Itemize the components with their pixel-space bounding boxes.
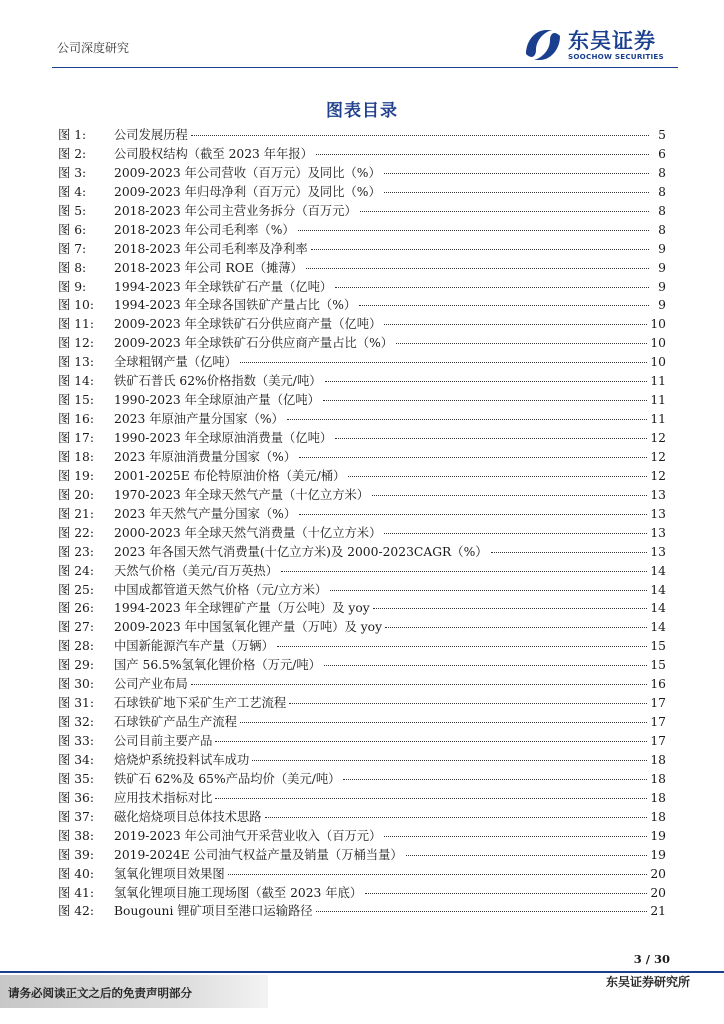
toc-leader-dots — [299, 514, 647, 515]
toc-entry-number: 图 11: — [58, 317, 94, 332]
toc-entry-number: 图 20: — [58, 487, 94, 502]
toc-entry[interactable] — [58, 807, 666, 826]
toc-entry-title: 2018-2023 年公司毛利率（%） — [114, 222, 295, 237]
toc-entry-page: 13 — [650, 487, 666, 502]
toc-leader-dots — [385, 627, 647, 628]
toc-entry[interactable] — [58, 636, 666, 655]
toc-entry-number: 图 26: — [58, 601, 94, 616]
toc-entry[interactable] — [58, 788, 666, 807]
toc-entry-title: 铁矿石 62%及 65%产品均价（美元/吨） — [114, 771, 341, 786]
toc-entry-title: 2018-2023 年公司主营业务拆分（百万元） — [114, 203, 357, 218]
toc-entry-number: 图 2: — [58, 146, 87, 161]
toc-entry-number: 图 22: — [58, 525, 94, 540]
toc-leader-dots — [373, 608, 648, 609]
toc-entry-page: 10 — [650, 317, 666, 332]
toc-entry-number: 图 29: — [58, 658, 94, 673]
toc-entry[interactable] — [58, 409, 666, 428]
toc-entry[interactable] — [58, 542, 666, 561]
toc-leader-dots — [298, 230, 649, 231]
toc-leader-dots — [240, 722, 647, 723]
footer-disclaimer: 请务必阅读正文之后的免责声明部分 — [8, 986, 192, 1000]
toc-entry[interactable] — [58, 352, 666, 371]
toc-entry[interactable] — [58, 693, 666, 712]
toc-entry-number: 图 18: — [58, 449, 94, 464]
toc-leader-dots — [287, 419, 647, 420]
toc-leader-dots — [311, 249, 649, 250]
toc-entry-title: 氢氧化锂项目效果图 — [114, 866, 225, 881]
toc-entry[interactable] — [58, 561, 666, 580]
toc-entry-title: 磁化焙烧项目总体技术思路 — [114, 809, 262, 824]
toc-entry-title: 氢氧化锂项目施工现场图（截至 2023 年底） — [114, 885, 363, 900]
toc-leader-dots — [343, 779, 647, 780]
toc-entry-title: 2018-2023 年公司 ROE（摊薄） — [114, 260, 303, 275]
toc-entry[interactable] — [58, 485, 666, 504]
toc-leader-dots — [325, 381, 648, 382]
toc-entry-number: 图 30: — [58, 677, 94, 692]
toc-entry-number: 图 33: — [58, 734, 94, 748]
toc-entry-page: 11 — [650, 374, 666, 389]
toc-entry-number: 图 32: — [58, 715, 94, 730]
toc-entry[interactable] — [58, 504, 666, 523]
toc-leader-dots — [323, 400, 647, 401]
toc-entry-title: 天然气价格（美元/百万英热） — [114, 563, 279, 578]
toc-entry-number: 图 13: — [58, 355, 94, 370]
toc-entry[interactable] — [58, 277, 666, 296]
toc-entry-title: 公司股权结构（截至 2023 年年报） — [114, 146, 313, 161]
toc-entry[interactable] — [58, 674, 666, 693]
toc-entry-number: 图 12: — [58, 336, 94, 351]
toc-entry-page: 10 — [650, 336, 666, 351]
toc-leader-dots — [324, 665, 647, 666]
toc-entry-number: 图 25: — [58, 582, 94, 597]
toc-entry-title: 公司发展历程 — [114, 128, 188, 142]
toc-leader-dots — [491, 552, 648, 553]
toc-entry-title: 2023 年天然气产量分国家（%） — [114, 506, 297, 521]
toc-leader-dots — [396, 343, 647, 344]
toc-entry-title: 1970-2023 年全球天然气产量（十亿立方米） — [114, 487, 370, 502]
toc-entry-page: 9 — [658, 241, 666, 256]
toc-entry-title: 国产 56.5%氢氧化锂价格（万元/吨） — [114, 658, 321, 673]
toc-entry[interactable] — [58, 447, 666, 466]
toc-entry-page: 13 — [650, 506, 666, 521]
toc-entry[interactable] — [58, 144, 666, 163]
toc-entry-title: 全球粗钢产量（亿吨） — [114, 355, 237, 370]
toc-entry-number: 图 15: — [58, 393, 94, 408]
toc-entry-title: 1994-2023 年全球各国铁矿产量占比（%） — [114, 298, 357, 313]
toc-entry-title: 2009-2023 年归母净利（百万元）及同比（%） — [114, 184, 381, 199]
toc-entry-number: 图 41: — [58, 885, 94, 900]
toc-entry-title: 2009-2023 年全球铁矿石分供应商产量（亿吨） — [114, 317, 382, 332]
toc-entry-title: 2019-2024E 公司油气权益产量及销量（万桶当量） — [114, 847, 403, 862]
toc-entry-page: 14 — [650, 620, 666, 635]
toc-leader-dots — [348, 476, 647, 477]
toc-leader-dots — [240, 362, 647, 363]
toc-entry-title: 2009-2023 年全球铁矿石分供应商产量占比（%） — [114, 336, 394, 351]
toc-entry-number: 图 28: — [58, 639, 94, 654]
toc-leader-dots — [384, 836, 647, 837]
toc-leader-dots — [316, 911, 648, 912]
toc-entry-page: 14 — [650, 563, 666, 578]
toc-entry[interactable] — [58, 371, 666, 390]
toc-entry-number: 图 19: — [58, 468, 94, 483]
toc-entry-number: 图 31: — [58, 696, 94, 711]
toc-entry[interactable] — [58, 182, 666, 201]
toc-entry-title: 1990-2023 年全球原油消费量（亿吨） — [114, 431, 333, 445]
toc-entry-number: 图 36: — [58, 790, 94, 805]
toc-entry-title: 中国新能源汽车产量（万辆） — [114, 639, 274, 654]
page-number: 3 / 30 — [633, 952, 670, 966]
toc-leader-dots — [265, 817, 648, 818]
toc-leader-dots — [191, 135, 649, 136]
toc-entry[interactable] — [58, 617, 666, 636]
toc-entry-number: 图 8: — [58, 260, 87, 275]
toc-leader-dots — [215, 798, 647, 799]
toc-entry[interactable] — [58, 201, 666, 220]
toc-entry-title: 应用技术指标对比 — [114, 790, 213, 805]
toc-entry-page: 21 — [650, 904, 666, 919]
toc-entry-title: 2009-2023 年中国氢氧化锂产量（万吨）及 yoy — [114, 620, 383, 635]
toc-entry-number: 图 34: — [58, 752, 94, 767]
toc-entry-page: 19 — [650, 847, 666, 862]
toc-entry[interactable] — [58, 580, 666, 599]
toc-entry-title: 2009-2023 年公司营收（百万元）及同比（%） — [114, 165, 381, 180]
toc-leader-dots — [252, 760, 647, 761]
toc-entry-page: 18 — [650, 752, 666, 767]
toc-entry-title: 1990-2023 年全球原油产量（亿吨） — [114, 393, 320, 408]
toc-entry-page: 12 — [650, 449, 666, 464]
toc-entry-number: 图 7: — [58, 241, 87, 256]
toc-leader-dots — [384, 533, 647, 534]
toc-entry-title: 2023 年各国天然气消费量(十亿立方米)及 2000-2023CAGR（%） — [114, 544, 488, 559]
toc-entry-number: 图 5: — [58, 203, 87, 218]
toc-entry-number: 图 24: — [58, 563, 94, 578]
toc-entry[interactable] — [58, 523, 666, 542]
toc-entry-title: 焙烧炉系统投料试车成功 — [114, 752, 250, 767]
toc-entry[interactable] — [58, 769, 666, 788]
toc-entry-number: 图 42: — [58, 904, 94, 919]
toc-entry[interactable] — [58, 845, 666, 864]
toc-leader-dots — [360, 211, 649, 212]
toc-entry-title: 石球铁矿地下采矿生产工艺流程 — [114, 696, 287, 711]
toc-entry-number: 图 27: — [58, 620, 94, 635]
toc-entry-page: 19 — [650, 828, 666, 843]
toc-entry[interactable] — [58, 655, 666, 674]
toc-leader-dots — [335, 287, 649, 288]
toc-entry-title: 2023 年原油产量分国家（%） — [114, 412, 284, 427]
toc-entry-title: 2018-2023 年公司毛利率及净利率 — [114, 241, 308, 256]
toc-entry-title: 2001-2025E 布伦特原油价格（美元/桶） — [114, 468, 346, 483]
toc-leader-dots — [335, 438, 647, 439]
toc-entry[interactable] — [58, 239, 666, 258]
toc-entry-number: 图 21: — [58, 506, 94, 521]
toc-entry-page: 17 — [650, 734, 666, 748]
toc-entry[interactable] — [58, 125, 666, 144]
toc-entry-page: 16 — [650, 677, 666, 692]
toc-entry[interactable] — [58, 712, 666, 731]
section-label: 公司深度研究 — [57, 41, 130, 55]
toc-entry-page: 9 — [658, 298, 666, 313]
toc-leader-dots — [228, 874, 648, 875]
company-logo — [522, 24, 682, 66]
toc-entry-number: 图 38: — [58, 828, 94, 843]
toc-entry[interactable] — [58, 258, 666, 277]
toc-entry-title: 2019-2023 年公司油气开采营业收入（百万元） — [114, 828, 382, 843]
toc-entry-title: 2000-2023 年全球天然气消费量（十亿立方米） — [114, 525, 382, 540]
toc-entry[interactable] — [58, 731, 666, 750]
toc-list — [58, 125, 666, 920]
toc-entry-page: 12 — [650, 468, 666, 483]
toc-entry-number: 图 23: — [58, 544, 94, 559]
toc-entry-page: 15 — [650, 639, 666, 654]
toc-entry-page: 10 — [650, 355, 666, 370]
toc-entry[interactable] — [58, 163, 666, 182]
toc-leader-dots — [306, 268, 649, 269]
logo-text-en: SOOCHOW SECURITIES — [568, 52, 664, 61]
header-divider — [52, 67, 678, 68]
toc-entry-page: 15 — [650, 658, 666, 673]
toc-entry-page: 18 — [650, 790, 666, 805]
toc-leader-dots — [372, 495, 647, 496]
toc-leader-dots — [365, 893, 647, 894]
toc-entry-title: 铁矿石普氏 62%价格指数（美元/吨） — [114, 374, 322, 389]
toc-entry-page: 8 — [658, 222, 666, 237]
toc-entry-number: 图 3: — [58, 165, 87, 180]
toc-entry-page: 20 — [650, 866, 666, 881]
toc-entry-page: 18 — [650, 771, 666, 786]
toc-entry-title: 公司目前主要产品 — [114, 734, 213, 748]
toc-entry[interactable] — [58, 390, 666, 409]
toc-entry-page: 14 — [650, 582, 666, 597]
toc-entry-page: 17 — [650, 715, 666, 730]
toc-entry-number: 图 39: — [58, 847, 94, 862]
toc-entry-page: 11 — [650, 412, 666, 427]
toc-entry[interactable] — [58, 883, 666, 902]
toc-entry-number: 图 9: — [58, 279, 87, 294]
toc-entry-title: 中国成都管道天然气价格（元/立方米） — [114, 582, 328, 597]
toc-entry-page: 18 — [650, 809, 666, 824]
toc-entry-page: 12 — [650, 431, 666, 445]
toc-entry-page: 13 — [650, 544, 666, 559]
toc-entry-page: 11 — [650, 393, 666, 408]
toc-entry-page: 9 — [658, 279, 666, 294]
toc-entry-number: 图 17: — [58, 431, 94, 445]
toc-entry-page: 6 — [658, 146, 666, 161]
toc-entry[interactable] — [58, 428, 666, 447]
toc-entry[interactable] — [58, 220, 666, 239]
toc-leader-dots — [330, 590, 647, 591]
toc-leader-dots — [359, 305, 649, 306]
toc-entry-number: 图 10: — [58, 298, 94, 313]
toc-entry[interactable] — [58, 826, 666, 845]
toc-title: 图表目录 — [326, 101, 398, 121]
logo-text-cn: 东吴证券 — [568, 29, 656, 53]
toc-leader-dots — [277, 646, 647, 647]
toc-leader-dots — [289, 703, 647, 704]
toc-leader-dots — [215, 741, 647, 742]
toc-entry-number: 图 14: — [58, 374, 94, 389]
toc-entry-page: 8 — [658, 165, 666, 180]
toc-entry-number: 图 40: — [58, 866, 94, 881]
toc-entry-page: 5 — [658, 128, 666, 142]
toc-leader-dots — [316, 154, 649, 155]
toc-entry[interactable] — [58, 750, 666, 769]
toc-entry[interactable] — [58, 864, 666, 883]
toc-entry-title: 1994-2023 年全球铁矿石产量（亿吨） — [114, 279, 333, 294]
toc-entry[interactable] — [58, 314, 666, 333]
toc-entry-title: 公司产业布局 — [114, 677, 188, 692]
toc-entry[interactable] — [58, 598, 666, 617]
toc-entry-title: 石球铁矿产品生产流程 — [114, 715, 237, 730]
toc-entry-number: 图 4: — [58, 184, 87, 199]
footer-institute: 东吴证券研究所 — [605, 975, 690, 989]
toc-entry-title: 2023 年原油消费量分国家（%） — [114, 449, 297, 464]
toc-leader-dots — [384, 324, 647, 325]
toc-entry[interactable] — [58, 901, 666, 920]
toc-entry[interactable] — [58, 295, 666, 314]
toc-leader-dots — [299, 457, 647, 458]
toc-entry[interactable] — [58, 333, 666, 352]
soochow-logo-icon — [522, 24, 564, 66]
toc-entry-number: 图 35: — [58, 771, 94, 786]
toc-leader-dots — [281, 571, 647, 572]
toc-leader-dots — [384, 192, 649, 193]
toc-entry-page: 8 — [658, 203, 666, 218]
toc-entry[interactable] — [58, 466, 666, 485]
toc-entry-number: 图 1: — [58, 128, 87, 142]
toc-leader-dots — [191, 684, 648, 685]
toc-entry-page: 17 — [650, 696, 666, 711]
toc-entry-page: 14 — [650, 601, 666, 616]
toc-entry-page: 8 — [658, 184, 666, 199]
toc-entry-number: 图 37: — [58, 809, 94, 824]
toc-entry-title: 1994-2023 年全球锂矿产量（万公吨）及 yoy — [114, 601, 370, 616]
toc-leader-dots — [406, 855, 648, 856]
toc-entry-number: 图 16: — [58, 412, 94, 427]
toc-leader-dots — [384, 173, 649, 174]
toc-entry-number: 图 6: — [58, 222, 87, 237]
toc-entry-page: 13 — [650, 525, 666, 540]
toc-entry-title: Bougouni 锂矿项目至港口运输路径 — [114, 904, 313, 919]
toc-entry-page: 9 — [658, 260, 666, 275]
toc-entry-page: 20 — [650, 885, 666, 900]
